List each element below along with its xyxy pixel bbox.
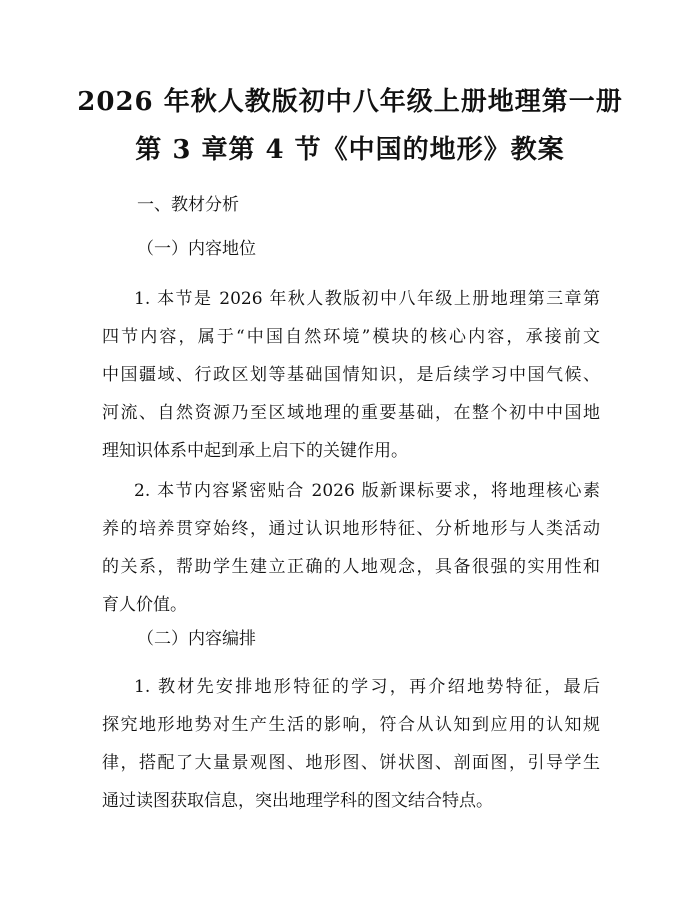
paragraph-line: 四节内容，属于“中国自然环境”模块的核心内容，承接前文 — [102, 327, 600, 347]
paragraph-line: 通过读图获取信息，突出地理学科的图文结合特点。 — [102, 791, 493, 811]
section-heading-textbook-analysis: 一、教材分析 — [137, 195, 239, 215]
document-title-line-2: 第 3 章第 4 节《中国的地形》教案 — [135, 135, 565, 165]
paragraph-line: 探究地形地势对生产生活的影响，符合从认知到应用的认知规 — [102, 715, 600, 735]
paragraph-content-arrangement-1 — [102, 668, 600, 820]
subsection-heading-content-arrangement: （二）内容编排 — [137, 629, 256, 649]
paragraph-line: 中国疆域、行政区划等基础国情知识，是后续学习中国气候、 — [102, 365, 600, 385]
paragraph-line: 育人价值。 — [102, 595, 187, 615]
paragraph-content-position-2 — [102, 472, 600, 624]
paragraph-line: 1. 教材先安排地形特征的学习，再介绍地势特征，最后 — [134, 677, 600, 697]
document-title-line-1: 2026 年秋人教版初中八年级上册地理第一册 — [77, 87, 623, 117]
paragraph-line: 养的培养贯穿始终，通过认识地形特征、分析地形与人类活动 — [102, 519, 600, 539]
paragraph-line: 2. 本节内容紧密贴合 2026 版新课标要求，将地理核心素 — [134, 481, 600, 501]
paragraph-content-position-1 — [102, 280, 600, 470]
paragraph-line: 河流、自然资源乃至区域地理的重要基础，在整个初中中国地 — [102, 403, 600, 423]
paragraph-line: 律，搭配了大量景观图、地形图、饼状图、剖面图，引导学生 — [102, 753, 600, 773]
paragraph-line: 1. 本节是 2026 年秋人教版初中八年级上册地理第三章第 — [134, 289, 600, 309]
paragraph-line: 理知识体系中起到承上启下的关键作用。 — [102, 441, 408, 461]
paragraph-line: 的关系，帮助学生建立正确的人地观念，具备很强的实用性和 — [102, 557, 600, 577]
subsection-heading-content-position: （一）内容地位 — [137, 239, 256, 259]
